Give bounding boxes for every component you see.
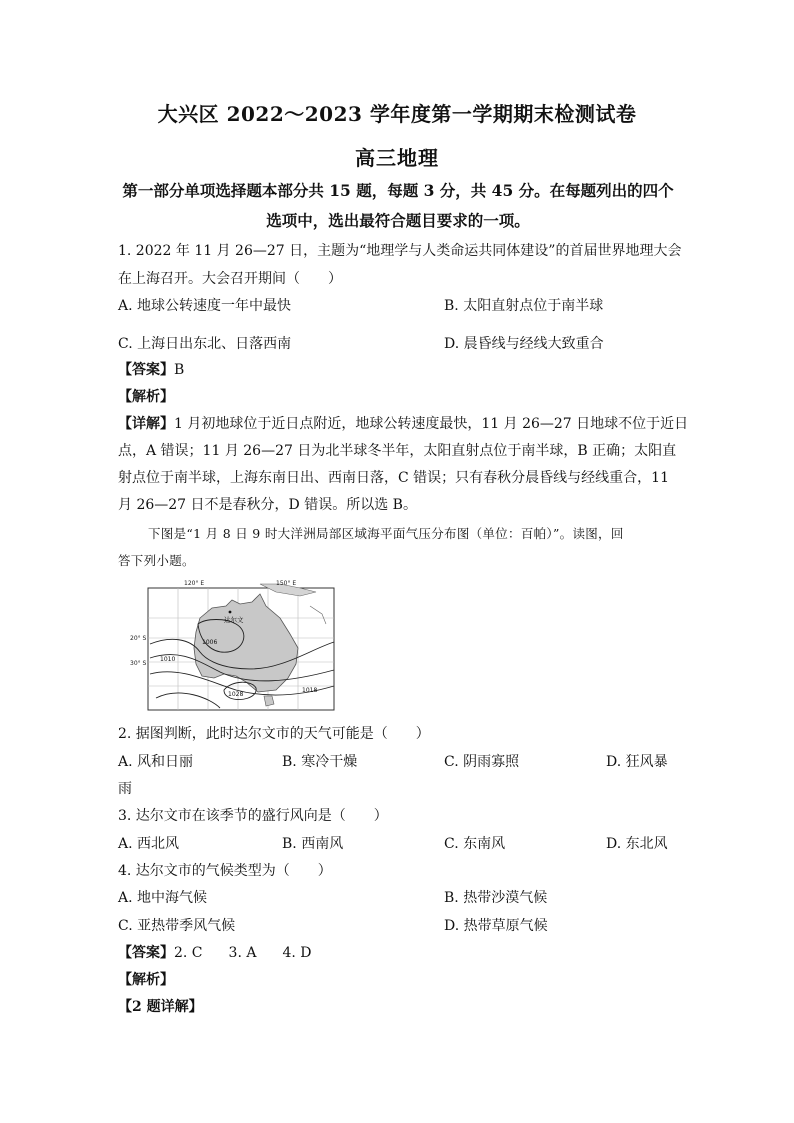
answer-tag: 【答案】	[118, 362, 174, 378]
q2-4-answers	[118, 943, 678, 963]
q1-answer	[118, 360, 678, 380]
q4-stem: 4. 达尔文市的气候类型为（ ）	[118, 863, 332, 879]
q2-option-b: B. 寒冷干燥	[282, 754, 358, 770]
q2-option-d: D. 狂风暴	[606, 754, 668, 770]
q3-option-c: C. 东南风	[444, 836, 506, 852]
lat-label-20: 20° S	[130, 635, 147, 642]
q2-option-a: A. 风和日丽	[118, 754, 194, 770]
q1-option-a: A. 地球公转速度一年中最快	[118, 298, 292, 314]
material-line-2: 答下列小题。	[118, 553, 195, 568]
pressure-map	[130, 578, 336, 712]
q3-option-a: A. 西北风	[118, 836, 180, 852]
q1-detail-line-1	[118, 414, 689, 434]
detail-tag: 【详解】	[118, 416, 174, 432]
isobar-label-1028: 1028	[228, 691, 244, 698]
lat-label-30: 30° S	[130, 660, 147, 667]
answer-q4: 4. D	[282, 945, 312, 961]
q4-option-c: C. 亚热带季风气候	[118, 918, 236, 934]
q3-option-b: B. 西南风	[282, 836, 344, 852]
q1-stem-line-1: 1. 2022 年 11 月 26—27 日，主题为“地理学与人类命运共同体建设”的首届世界地理大会	[118, 243, 682, 259]
lon-label-120: 120° E	[184, 580, 205, 587]
q4-option-b: B. 热带沙漠气候	[444, 890, 548, 906]
exam-title: 大兴区 2022～2023 学年度第一学期期末检测试卷	[157, 102, 637, 126]
isobar-label-1018: 1018	[302, 687, 318, 694]
darwin-dot	[229, 611, 232, 614]
q2-option-d-continued: 雨	[118, 781, 132, 797]
exam-subtitle: 高三地理	[355, 146, 439, 170]
detail-text-1: 1 月初地球位于近日点附近，地球公转速度最快，11 月 26—27 日地球不位于近日	[174, 416, 689, 432]
section-line-2: 选项中，选出最符合题目要求的一项。	[266, 211, 530, 230]
q3-option-d: D. 东北风	[606, 836, 668, 852]
q2-4-analysis-tag: 【解析】	[118, 972, 174, 988]
lon-label-150: 150° E	[276, 580, 297, 587]
answers-tag: 【答案】	[118, 945, 174, 961]
q1-detail-line-2: 点，A 错误；11 月 26—27 日为北半球冬半年，太阳直射点位于南半球，B 正确；太阳直	[118, 443, 677, 459]
q1-stem-line-2: 在上海召开。大会召开期间（ ）	[118, 271, 342, 287]
q1-option-d: D. 晨昏线与经线大致重合	[444, 336, 604, 352]
isobar-label-1006: 1006	[202, 639, 218, 646]
answer-q3: 3. A	[228, 945, 257, 961]
material-line-1: 下图是“1 月 8 日 9 时大洋洲局部区域海平面气压分布图（单位：百帕）”。读图，回	[148, 526, 624, 541]
darwin-label: 达尔文	[224, 616, 244, 624]
q1-detail-line-3: 射点位于南半球，上海东南日出、西南日落，C 错误；只有春秋分晨昏线与经线重合，11	[118, 470, 669, 486]
q4-option-a: A. 地中海气候	[118, 890, 208, 906]
section-line-1: 第一部分单项选择题本部分共 15 题，每题 3 分，共 45 分。在每题列出的四个	[122, 181, 674, 200]
q1-analysis-tag: 【解析】	[118, 389, 174, 405]
q2-stem: 2. 据图判断，此时达尔文市的天气可能是（ ）	[118, 726, 430, 742]
q2-detail-tag: 【2 题详解】	[118, 999, 203, 1015]
answer-q2: 2. C	[174, 945, 203, 961]
isobar-label-1010: 1010	[160, 656, 176, 663]
tasmania	[264, 696, 274, 706]
q1-option-c: C. 上海日出东北、日落西南	[118, 336, 292, 352]
answer-value: B	[174, 362, 185, 378]
q1-detail-line-4: 月 26—27 日不是春秋分，D 错误。所以选 B。	[118, 497, 417, 513]
q4-option-d: D. 热带草原气候	[444, 918, 548, 934]
section-instructions	[118, 176, 678, 236]
q2-option-c: C. 阴雨寡照	[444, 754, 520, 770]
q3-stem: 3. 达尔文市在该季节的盛行风向是（ ）	[118, 808, 388, 824]
q1-option-b: B. 太阳直射点位于南半球	[444, 298, 604, 314]
